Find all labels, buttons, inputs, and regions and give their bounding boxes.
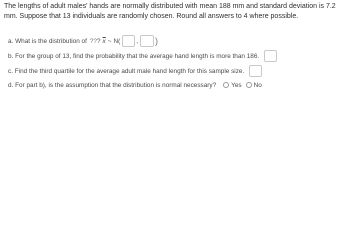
question-c xyxy=(8,65,262,77)
std-input[interactable] xyxy=(140,35,154,47)
no-label: No xyxy=(253,81,262,89)
question-b-label: b. For the group of 13, find the probability that the average hand length is more than 186. xyxy=(8,52,260,60)
question-c-label: c. Find the third quartile for the average adult male hand length for this sample size. xyxy=(8,67,245,75)
question-mark-glyph: ? xyxy=(93,37,97,45)
xbar-symbol: $\overline{x}$ xyxy=(102,37,106,45)
yes-radio[interactable] xyxy=(223,82,229,88)
close-paren: ) xyxy=(155,36,159,46)
normal-prefix: N( xyxy=(113,37,121,45)
question-mark-glyph: ? xyxy=(89,37,94,45)
mean-input[interactable] xyxy=(122,35,135,47)
probability-input[interactable] xyxy=(264,50,277,62)
problem-statement: The lengths of adult males' hands are normally distributed with mean 188 mm and standard deviation is 7.2 mm. Suppose that 13 individuals are randomly chosen. Round all answers to 4 where possible. xyxy=(4,3,336,20)
question-d xyxy=(8,79,262,91)
quartile-input[interactable] xyxy=(249,65,262,77)
comma-separator: , xyxy=(136,37,139,45)
tilde-symbol: ~ xyxy=(107,37,112,45)
question-mark-glyph: ? xyxy=(96,37,101,45)
no-radio[interactable] xyxy=(246,82,252,88)
question-a-label: a. What is the distribution of xyxy=(8,37,87,45)
question-b xyxy=(8,50,277,62)
question-d-label: d. For part b), is the assumption that the distribution is normal necessary? xyxy=(8,81,217,89)
question-a xyxy=(8,35,159,47)
yes-label: Yes xyxy=(231,81,242,89)
